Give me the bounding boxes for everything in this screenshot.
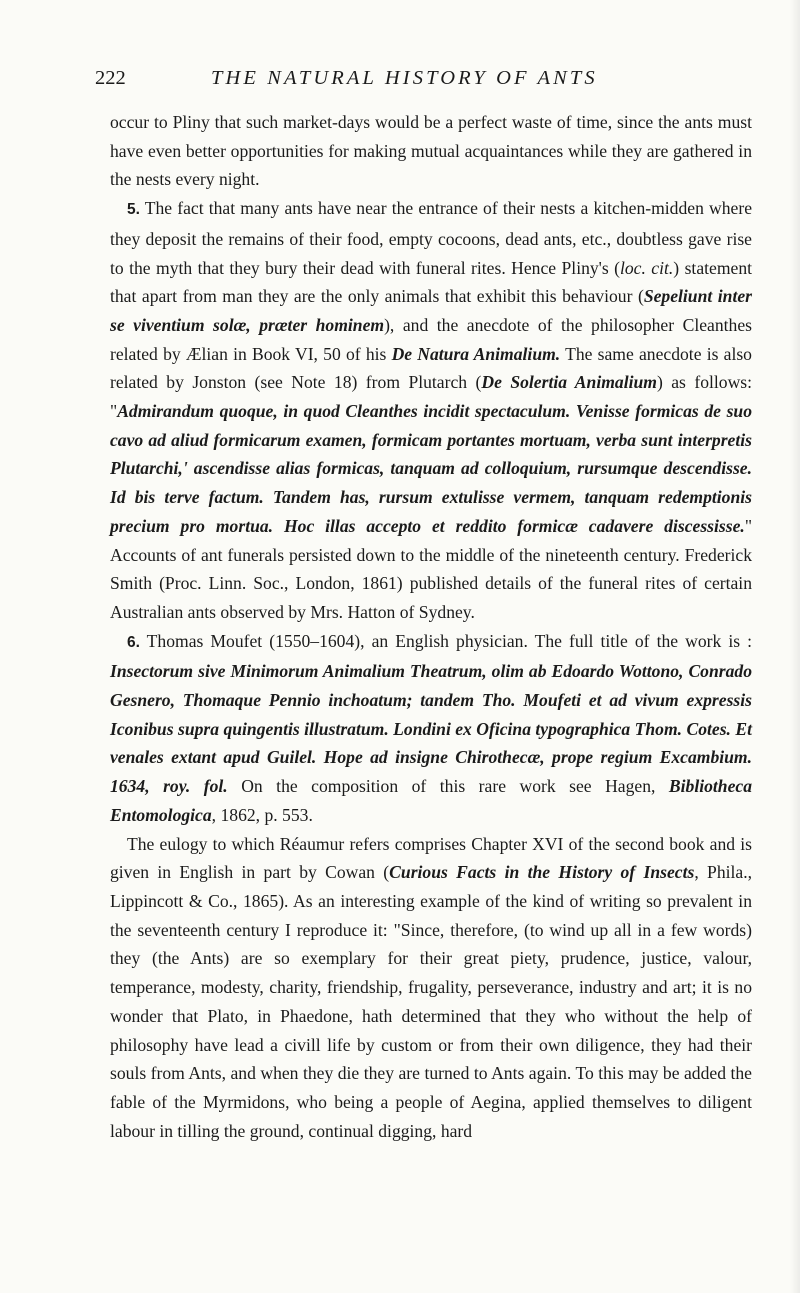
note-number: 5. bbox=[127, 201, 140, 219]
paragraph-continued bbox=[110, 108, 752, 194]
text-run: On the composition of this rare work see Hagen, bbox=[227, 776, 669, 797]
page-number: 222 bbox=[95, 67, 126, 89]
text-run: The eulogy to which Réaumur refers comprises Chapter XVI of the second book and is given in English in part by Cowan ( bbox=[110, 833, 752, 883]
text-run: , Phila., Lippincott & Co., 1865). As an interesting example of the kind of writing so prevalent in the seventeenth century I reproduce it: "Since, therefore, (to wind up all in a few words) they (the Ants) are so exemplary for their great piety, prudence, justice, valour, temperance, modesty, charity, friendship, frugality, perseverance, industry and art; it is no wonder that Plato, in Phaedone, hath determined that they who without the help of philosophy have lead a civill life by custom or from their own diligence, they had their souls from Ants, and when they die they are turned to Ants again. To this may be added the fable of the Myrmidons, who being a people of Aegina, applied themselves to diligent labour in tilling the ground, continual digging, hard bbox=[110, 862, 753, 1141]
note-6 bbox=[110, 627, 752, 830]
book-title: Curious Facts in the History of Insects bbox=[389, 862, 695, 883]
text-run: ) statement that apart from man they are the only animals that exhibit this behaviour ( bbox=[110, 257, 752, 307]
book-title: De Solertia Animalium bbox=[481, 372, 657, 393]
text-run: The fact that many ants have near the entrance of their nests a kitchen-midden where they deposit the remains of their food, empty cocoons, dead ants, etc., doubtless gave rise to the myth that they bury their dead with funeral rites. Hence Pliny's ( bbox=[110, 198, 752, 278]
note-number: 6. bbox=[127, 633, 140, 651]
note-5 bbox=[110, 194, 752, 627]
text-run: ), and the anecdote of the philosopher Cleanthes related by Ælian in Book VI, 50 of his bbox=[110, 314, 752, 364]
text-run: The same anecdote is also related by Jonston (see Note 18) from Plutarch ( bbox=[110, 343, 752, 393]
running-title: THE NATURAL HISTORY OF ANTS bbox=[211, 67, 598, 89]
book-title: Insectorum sive Minimorum Animalium Theatrum, olim ab Edoardo Wottono, Conrado Gesnero, Thomaque Pennio inchoatum; tandem Tho. Moufeti et ad vivum expressis Iconibus supra quingentis illustratum. Londini ex Oficina typographica Thom. Cotes. Et venales extant apud Guilel. Hope ad insigne Chirothecæ, prope regium Excambium. 1634, roy. fol. bbox=[110, 661, 752, 797]
book-title: De Natura Animalium. bbox=[391, 343, 561, 364]
text-run: occur to Pliny that such market-days would be a perfect waste of time, since the ants must have even better opportunities for making mutual acquaintances while they are gathered in the nests every night. bbox=[110, 112, 752, 190]
text-run: Thomas Moufet (1550–1604), an English physician. The full title of the work is : bbox=[139, 630, 752, 651]
italic-run: loc. cit. bbox=[619, 257, 674, 278]
page-body bbox=[110, 108, 752, 1145]
text-run: , 1862, p. 553. bbox=[211, 804, 313, 825]
latin-quote: Admirandum quoque, in quod Cleanthes incidit spectaculum. Venisse formicas de suo cavo ad aliud formicarum examen, formicam portantes mortuam, verba sunt interpretis Plutarchi,' ascendisse alias formicas, tanquam ad colloquium, rursumque descendisse. Id bis terve factum. Tandem has, rursum extulisse vermem, tanquam redemptionis precium pro mortua. Hoc illas accepto et reddito formicæ cadavere discessisse. bbox=[110, 401, 752, 536]
paragraph-eulogy bbox=[110, 830, 752, 1146]
text-run: " Accounts of ant funerals persisted down to the middle of the nineteenth century. Frederick Smith (Proc. Linn. Soc., London, 1861) published details of the funeral rites of certain Australian ants observed by Mrs. Hatton of Sydney. bbox=[110, 515, 752, 622]
book-title: Bibliotheca Entomologica bbox=[110, 776, 752, 825]
latin-quote: Sepeliunt inter se viventium solæ, præter hominem bbox=[110, 286, 752, 335]
page-edge-shadow bbox=[790, 0, 800, 1293]
text-run: ) as follows: " bbox=[110, 372, 753, 422]
